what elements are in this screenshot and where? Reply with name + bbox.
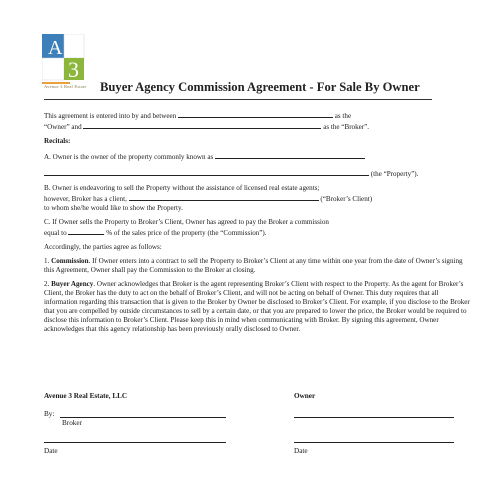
broker-name-blank[interactable] xyxy=(83,121,321,129)
left-date-line[interactable] xyxy=(44,442,226,443)
clause-commission-heading: Commission xyxy=(51,257,89,265)
left-date-label: Date xyxy=(44,447,58,455)
clause-commission-text: . If Owner enters into a contract to sell the Property to Broker’s Client at any time within one year from the date of Owner’s signing this Agreement, Owner shall pay the Commission to the Broker at closing. xyxy=(44,257,463,274)
recital-a-cont: (the “Property”). xyxy=(44,168,472,179)
recital-b-line-3: to whom she/he would like to show the Property. xyxy=(44,204,183,212)
by-label: By: xyxy=(44,410,55,418)
left-party-name: Avenue 3 Real Estate, LLC xyxy=(44,392,128,400)
property-address-blank-1[interactable] xyxy=(215,151,365,159)
broker-signature-line[interactable] xyxy=(60,417,226,418)
right-date-label: Date xyxy=(294,447,308,455)
right-party-name: Owner xyxy=(294,392,316,400)
commission-percent-blank[interactable] xyxy=(68,227,104,235)
clause-buyer-agency-text: . Owner acknowledges that Broker is the agent representing Broker’s Client with respect to the Property. As the agent for Broker’s Client, the Broker has the duty to act on the behalf of Broker’s Client, and will not be acting on behalf of Owner. This duty requires that all information regarding this transaction that is given to the Broker by Owner be disclosed to Broker’s Client. For example, if you disclose to the Broker that you are compelled by outside circumstances to sell by a certain date, or that you are prepared to lower the price, the Broker would be required to disclose this information to Broker’s Client. Please keep this in mind when communicating with Broker. By signing this agreement, Owner acknowledges that this agency relationship has been previously orally disclosed to Owner. xyxy=(44,280,470,333)
recital-c-line-2: equal to % of the sales price of the property (the “Commission”). xyxy=(44,229,267,237)
property-address-blank-2[interactable] xyxy=(44,168,369,176)
intro-line-2: “Owner” and as the “Broker”. xyxy=(44,123,370,131)
owner-name-blank[interactable] xyxy=(178,110,333,118)
clause-commission: 1. Commission. If Owner enters into a contract to sell the Property to Broker’s Client at any time within one year from the date of Owner’s signing this Agreement, Owner shall pay the Commission to the Broker at closing. xyxy=(44,257,463,274)
logo-numeral: 3 xyxy=(68,57,79,82)
clause-buyer-agency: 2. Buyer Agency. Owner acknowledges that Broker is the agent representing Broker’s Client with respect to the Property. As the agent for Broker’s Client, the Broker has the duty to act on the behalf of Broker’s Client, and will not be acting on behalf of Owner. This duty requires that all information regarding this transaction that is given to the Broker by Owner be disclosed to Broker’s Client. For example, if you disclose to the Broker that you are compelled by outside circumstances to sell by a certain date, or that you are prepared to lower the price, the Broker would be required to disclose this information to Broker’s Client. Please keep this in mind when communicating with Broker. By signing this agreement, Owner acknowledges that this agency relationship has been previously orally disclosed to Owner. xyxy=(44,280,470,333)
document-body xyxy=(44,110,472,339)
owner-signature-line[interactable] xyxy=(294,417,454,418)
broker-client-blank[interactable] xyxy=(129,193,319,201)
accordingly-text: Accordingly, the parties agree as follows: xyxy=(44,243,162,251)
logo-caption: Avenue 3 Real Estate xyxy=(44,84,87,89)
broker-label: Broker xyxy=(62,419,82,427)
intro-line-1: This agreement is entered into by and between as the xyxy=(44,112,352,120)
title-divider xyxy=(44,99,432,100)
recitals-heading: Recitals: xyxy=(44,137,71,145)
recital-a: A. Owner is the owner of the property commonly known as xyxy=(44,151,472,162)
right-date-line[interactable] xyxy=(294,442,454,443)
document-title: Buyer Agency Commission Agreement - For Sale By Owner xyxy=(100,80,420,94)
recital-c-line-1: C. If Owner sells the Property to Broker’s Client, Owner has agreed to pay the Broker a commission xyxy=(44,218,329,226)
logo-letter: A xyxy=(48,37,63,59)
recital-b-line-2: however, Broker has a client, (“Broker’s Client) xyxy=(44,195,373,203)
recital-b-line-1: B. Owner is endeavoring to sell the Property without the assistance of licensed real estate agents; xyxy=(44,184,320,192)
clause-buyer-agency-heading: Buyer Agency xyxy=(51,280,94,288)
